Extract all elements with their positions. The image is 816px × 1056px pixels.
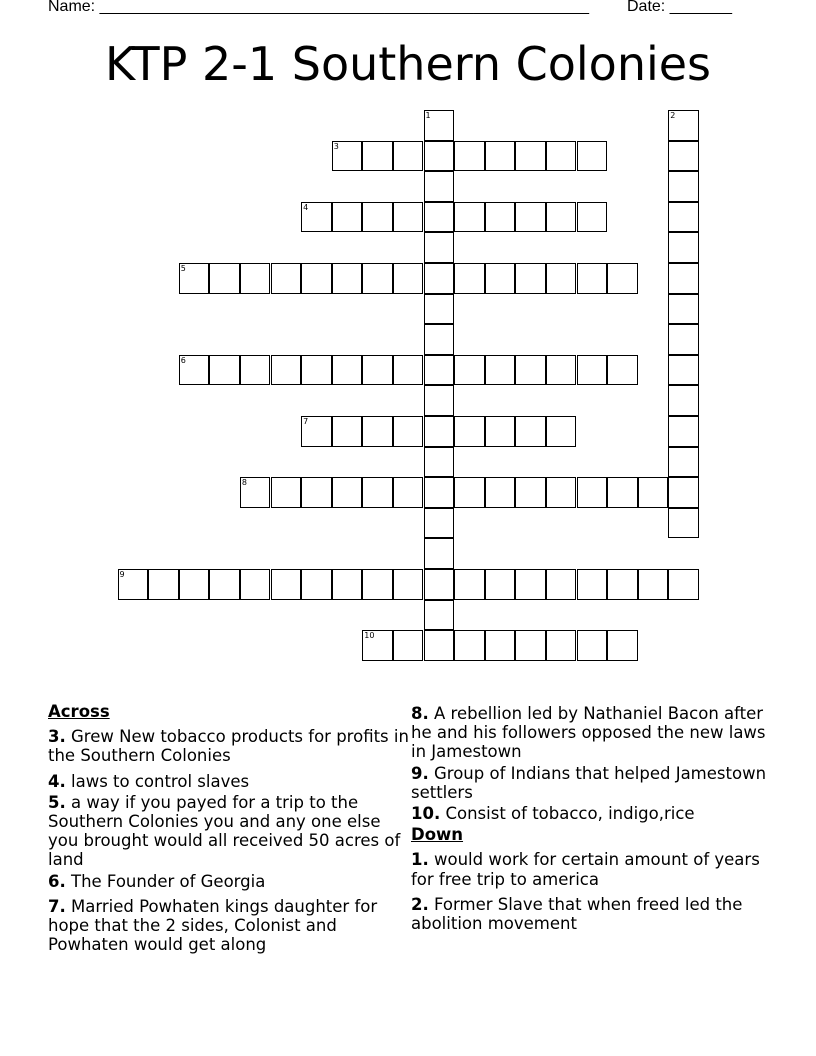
grid-cell[interactable] xyxy=(424,110,455,141)
grid-cell[interactable] xyxy=(485,202,516,233)
grid-cell[interactable] xyxy=(424,569,455,600)
grid-cell[interactable] xyxy=(515,202,546,233)
grid-cell[interactable] xyxy=(607,263,638,294)
grid-cell[interactable] xyxy=(424,447,455,478)
grid-cell[interactable] xyxy=(209,355,240,386)
across-heading: Across xyxy=(48,702,110,721)
grid-cell[interactable] xyxy=(577,263,608,294)
grid-cell[interactable] xyxy=(209,263,240,294)
grid-cell[interactable] xyxy=(607,630,638,661)
grid-cell[interactable] xyxy=(485,355,516,386)
grid-cell[interactable] xyxy=(362,355,393,386)
grid-cell[interactable] xyxy=(424,232,455,263)
grid-cell[interactable] xyxy=(607,477,638,508)
grid-cell[interactable] xyxy=(668,447,699,478)
cell-number: 10 xyxy=(364,631,375,641)
grid-cell[interactable] xyxy=(546,263,577,294)
cell-number: 2 xyxy=(670,111,676,120)
down-heading: Down xyxy=(411,825,464,845)
grid-cell[interactable] xyxy=(301,477,332,508)
grid-cell[interactable] xyxy=(668,385,699,416)
grid-cell[interactable] xyxy=(301,263,332,294)
grid-cell[interactable] xyxy=(668,171,699,202)
grid-cell[interactable] xyxy=(515,630,546,661)
grid-cell[interactable] xyxy=(424,600,455,631)
clue-across-9: 9. Group of Indians that helped Jamestown settlers xyxy=(411,763,767,802)
clue-across-6: 6. The Founder of Georgia xyxy=(48,871,266,891)
grid-cell[interactable] xyxy=(515,355,546,386)
cell-number: 3 xyxy=(333,141,339,151)
across-clues-column xyxy=(48,702,413,954)
clue-across-8: 8. A rebellion led by Nathaniel Bacon after he and his followers opposed the new laws in Jamestown xyxy=(411,704,766,762)
grid-cell[interactable] xyxy=(271,569,302,600)
grid-cell[interactable] xyxy=(301,355,332,386)
grid-cell[interactable] xyxy=(424,385,455,416)
grid-cell[interactable] xyxy=(577,477,608,508)
grid-cell[interactable] xyxy=(301,569,332,600)
grid-cell[interactable] xyxy=(332,141,363,172)
grid-cell[interactable] xyxy=(577,141,608,172)
clue-down-2: 2. Former Slave that when freed led the abolition movement xyxy=(411,894,743,934)
grid-cell[interactable] xyxy=(577,202,608,233)
grid-cell[interactable] xyxy=(546,416,577,447)
grid-cell[interactable] xyxy=(424,630,455,661)
clue-across-5: 5. a way if you payed for a trip to the Southern Colonies you and any one else you brought would all received 50 acres of land xyxy=(48,792,401,870)
grid-cell[interactable] xyxy=(546,355,577,386)
grid-cell[interactable] xyxy=(577,630,608,661)
grid-cell[interactable] xyxy=(546,202,577,233)
grid-cell[interactable] xyxy=(240,569,271,600)
grid-cell[interactable] xyxy=(485,263,516,294)
grid-cell[interactable] xyxy=(424,538,455,569)
grid-cell[interactable] xyxy=(362,416,393,447)
grid-cell[interactable] xyxy=(668,202,699,233)
grid-cell[interactable] xyxy=(424,202,455,233)
grid-cell[interactable] xyxy=(332,202,363,233)
grid-cell[interactable] xyxy=(240,477,271,508)
grid-cell[interactable] xyxy=(209,569,240,600)
grid-cell[interactable] xyxy=(362,141,393,172)
grid-cell[interactable] xyxy=(485,141,516,172)
grid-cell[interactable] xyxy=(332,569,363,600)
cell-number: 5 xyxy=(180,264,186,273)
grid-cell[interactable] xyxy=(454,416,485,447)
name-label: Name: xyxy=(48,0,100,15)
grid-cell[interactable] xyxy=(362,569,393,600)
grid-cell[interactable] xyxy=(332,416,363,447)
cell-number: 6 xyxy=(180,355,186,365)
grid-cell[interactable] xyxy=(332,477,363,508)
grid-cell[interactable] xyxy=(668,232,699,263)
grid-cell[interactable] xyxy=(148,569,179,600)
grid-cell[interactable] xyxy=(668,294,699,325)
grid-cell[interactable] xyxy=(515,477,546,508)
grid-cell[interactable] xyxy=(668,110,699,141)
grid-cell[interactable] xyxy=(362,477,393,508)
grid-cell[interactable] xyxy=(515,416,546,447)
grid-cell[interactable] xyxy=(668,263,699,294)
grid-cell[interactable] xyxy=(179,569,210,600)
grid-cell[interactable] xyxy=(393,630,424,661)
grid-cell[interactable] xyxy=(240,263,271,294)
grid-cell[interactable] xyxy=(393,202,424,233)
grid-cell[interactable] xyxy=(577,569,608,600)
grid-cell[interactable] xyxy=(454,355,485,386)
grid-cell[interactable] xyxy=(546,141,577,172)
grid-cell[interactable] xyxy=(362,202,393,233)
puzzle-title: KTP 2-1 Southern Colonies xyxy=(104,37,712,91)
grid-cell[interactable] xyxy=(424,416,455,447)
cell-number: 1 xyxy=(425,111,431,120)
cell-number: 4 xyxy=(303,202,309,212)
grid-cell[interactable] xyxy=(577,355,608,386)
grid-cell[interactable] xyxy=(393,416,424,447)
grid-cell[interactable] xyxy=(668,324,699,355)
grid-cell[interactable] xyxy=(668,508,699,539)
grid-cell[interactable] xyxy=(515,141,546,172)
grid-cell[interactable] xyxy=(424,171,455,202)
grid-cell[interactable] xyxy=(424,477,455,508)
clue-across-10: 10. Consist of tobacco, indigo,rice xyxy=(411,804,695,824)
grid-cell[interactable] xyxy=(546,477,577,508)
grid-cell[interactable] xyxy=(179,355,210,386)
name-blank[interactable]: _______________________________________________________ xyxy=(99,0,589,15)
clue-across-3: 3. Grew New tobacco products for profits in the Southern Colonies xyxy=(48,727,409,766)
grid-cell[interactable] xyxy=(424,294,455,325)
grid-cell[interactable] xyxy=(454,141,485,172)
grid-cell[interactable] xyxy=(393,477,424,508)
grid-cell[interactable] xyxy=(424,508,455,539)
grid-cell[interactable] xyxy=(546,630,577,661)
grid-cell[interactable] xyxy=(546,569,577,600)
grid-cell[interactable] xyxy=(668,355,699,386)
grid-cell[interactable] xyxy=(424,324,455,355)
cell-number: 9 xyxy=(119,570,125,579)
grid-cell[interactable] xyxy=(638,569,669,600)
grid-cell[interactable] xyxy=(607,569,638,600)
grid-cell[interactable] xyxy=(454,477,485,508)
grid-cell[interactable] xyxy=(668,141,699,172)
grid-cell[interactable] xyxy=(301,202,332,233)
grid-cell[interactable] xyxy=(668,477,699,508)
clue-across-4: 4. laws to control slaves xyxy=(48,771,250,791)
grid-cell[interactable] xyxy=(607,355,638,386)
grid-cell[interactable] xyxy=(332,263,363,294)
grid-cell[interactable] xyxy=(118,569,149,600)
grid-cell[interactable] xyxy=(485,416,516,447)
grid-cell[interactable] xyxy=(240,355,271,386)
grid-cell[interactable] xyxy=(362,630,393,661)
grid-cell[interactable] xyxy=(393,263,424,294)
grid-cell[interactable] xyxy=(485,569,516,600)
clue-down-1: 1. would work for certain amount of years for free trip to america xyxy=(411,850,760,889)
grid-cell[interactable] xyxy=(393,141,424,172)
grid-cell[interactable] xyxy=(668,416,699,447)
right-clues-column xyxy=(411,704,771,933)
grid-cell[interactable] xyxy=(424,355,455,386)
grid-cell[interactable] xyxy=(638,477,669,508)
clue-across-7: 7. Married Powhaten kings daughter for hope that the 2 sides, Colonist and Powhaten would get along xyxy=(48,896,378,955)
grid-cell[interactable] xyxy=(424,141,455,172)
grid-cell[interactable] xyxy=(271,355,302,386)
grid-cell[interactable] xyxy=(393,355,424,386)
grid-cell[interactable] xyxy=(515,569,546,600)
date-label: Date: xyxy=(627,0,670,15)
cell-number: 7 xyxy=(303,417,309,426)
grid-cell[interactable] xyxy=(668,569,699,600)
grid-cell[interactable] xyxy=(271,263,302,294)
grid-cell[interactable] xyxy=(393,569,424,600)
grid-cell[interactable] xyxy=(301,416,332,447)
grid-cell[interactable] xyxy=(454,630,485,661)
grid-cell[interactable] xyxy=(332,355,363,386)
grid-cell[interactable] xyxy=(271,477,302,508)
grid-cell[interactable] xyxy=(454,202,485,233)
grid-cell[interactable] xyxy=(454,263,485,294)
grid-cell[interactable] xyxy=(179,263,210,294)
grid-cell[interactable] xyxy=(485,477,516,508)
cell-number: 8 xyxy=(241,478,247,488)
date-blank[interactable]: _______ xyxy=(669,0,732,15)
grid-cell[interactable] xyxy=(515,263,546,294)
grid-cell[interactable] xyxy=(424,263,455,294)
grid-cell[interactable] xyxy=(362,263,393,294)
grid-cell[interactable] xyxy=(485,630,516,661)
grid-cell[interactable] xyxy=(454,569,485,600)
